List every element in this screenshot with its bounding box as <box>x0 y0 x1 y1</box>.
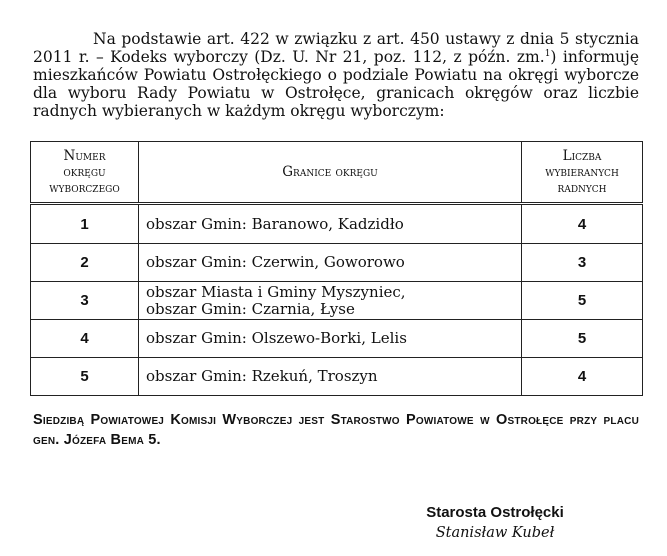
intro-text-end: ) informuję mieszkańców Powiatu Ostrołęckiego o podziale Powiatu na okręgi wyborcze dla wyboru Rady Powiatu w Ostrołęce, granicach okręgów oraz liczbie radnych wybieranych w każdym okręgu wyborczym: <box>33 48 639 120</box>
intro-paragraph <box>33 30 639 120</box>
district-boundaries: obszar Gmin: Olszewo-Borki, Lelis <box>139 320 522 358</box>
district-number: 5 <box>31 358 139 396</box>
councillor-count: 4 <box>522 204 643 244</box>
district-number: 2 <box>31 244 139 282</box>
councillor-count: 3 <box>522 244 643 282</box>
commission-seat-notice: Siedzibą Powiatowej Komisji Wyborczej jest Starostwo Powiatowe w Ostrołęce przy placu gen. Józefa Bema 5. <box>33 412 639 448</box>
district-boundaries: obszar Gmin: Rzekuń, Troszyn <box>139 358 522 396</box>
district-boundaries: obszar Gmin: Baranowo, Kadzidło <box>139 204 522 244</box>
table-row <box>31 244 643 282</box>
councillor-count: 5 <box>522 320 643 358</box>
councillor-count: 5 <box>522 282 643 320</box>
table-header-row <box>31 142 643 204</box>
footnote-marker: 1 <box>544 48 551 59</box>
district-boundaries: obszar Gmin: Czerwin, Goworowo <box>139 244 522 282</box>
signature-title: Starosta Ostrołęcki <box>426 504 564 521</box>
district-number: 1 <box>31 204 139 244</box>
signature-name: Stanisław Kubeł <box>435 525 555 541</box>
table-row <box>31 320 643 358</box>
district-boundaries: obszar Miasta i Gminy Myszyniec, obszar Gmin: Czarnia, Łyse <box>139 282 522 320</box>
table-row <box>31 204 643 244</box>
table-row <box>31 282 643 320</box>
intro-text-start: Na podstawie art. 422 w związku z art. 450 ustawy z dnia 5 stycznia 2011 r. – Kodeks wyborczy (Dz. U. Nr 21, poz. 112, z późn. zm. <box>33 30 639 66</box>
header-district-number: Numer okręgu wyborczego <box>31 142 139 204</box>
electoral-districts-table <box>30 141 643 396</box>
header-councillor-count: Liczba wybieranych radnych <box>522 142 643 204</box>
councillor-count: 4 <box>522 358 643 396</box>
header-district-boundaries: Granice okręgu <box>139 142 522 204</box>
district-number: 3 <box>31 282 139 320</box>
table-row <box>31 358 643 396</box>
district-number: 4 <box>31 320 139 358</box>
